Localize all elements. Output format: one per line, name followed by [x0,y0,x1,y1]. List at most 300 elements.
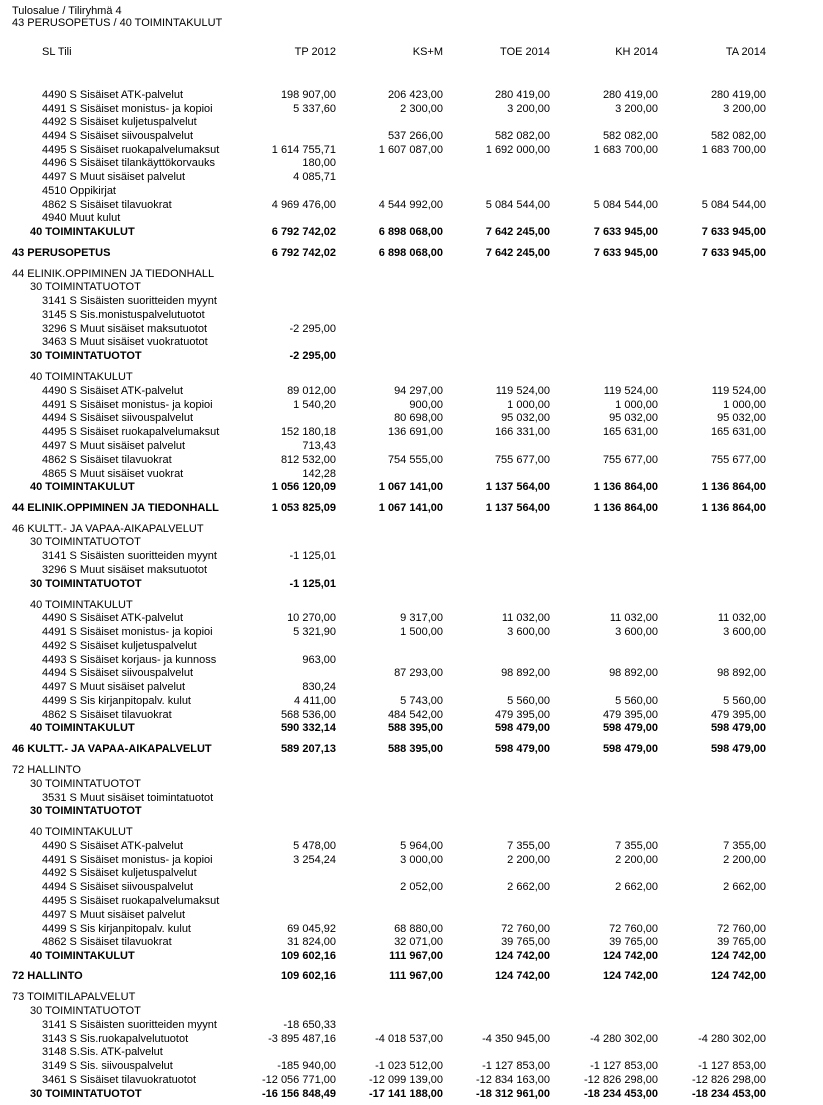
cell-ksm: 5 743,00 [400,695,443,707]
cell-ksm: 9 317,00 [400,612,443,624]
table-row [0,322,823,336]
cell-ta2014: 124 742,00 [710,970,766,982]
table-row [0,653,823,667]
cell-toe2014: 479 395,00 [494,709,550,721]
cell-tp2012: 1 540,20 [293,399,336,411]
table-total-row [0,225,823,239]
cell-kh2014: 1 683 700,00 [593,144,658,156]
row-label: 30 TOIMINTATUOTOT [30,1005,141,1017]
row-label: 4490 S Sisäiset ATK-palvelut [42,89,184,101]
row-label: 4494 S Sisäiset siivouspalvelut [42,412,194,424]
cell-kh2014: 7 633 945,00 [593,247,658,259]
cell-toe2014: 95 032,00 [501,412,550,424]
cell-kh2014: -4 280 302,00 [590,1033,658,1045]
column-header-ksm: KS+M [412,46,443,58]
cell-kh2014: -1 127 853,00 [590,1060,658,1072]
table-total-row [0,1087,823,1101]
cell-kh2014: 124 742,00 [602,970,658,982]
cell-ta2014: 1 683 700,00 [701,144,766,156]
cell-ksm: 537 266,00 [387,130,443,142]
cell-toe2014: 598 479,00 [494,743,550,755]
table-total-row [0,501,823,515]
row-label: 3463 S Muut sisäiset vuokratuotot [42,336,208,348]
table-total-row [0,349,823,363]
cell-ta2014: 479 395,00 [710,709,766,721]
cell-ksm: 3 000,00 [400,854,443,866]
row-label: 40 TOIMINTAKULUT [30,826,133,838]
cell-tp2012: -2 295,00 [289,350,336,362]
cell-tp2012: 109 602,16 [280,970,336,982]
table-row [0,880,823,894]
cell-toe2014: 166 331,00 [494,426,550,438]
table-row [0,535,823,549]
table-total-row [0,969,823,983]
row-label: 4491 S Sisäiset monistus- ja kopioi [42,854,213,866]
table-row [0,1004,823,1018]
cell-ta2014: 72 760,00 [717,923,766,935]
cell-tp2012: 5 337,60 [293,103,336,115]
table-row [0,791,823,805]
row-label: 40 TOIMINTAKULUT [30,722,135,734]
table-row [0,184,823,198]
cell-toe2014: 1 137 564,00 [485,481,550,493]
row-label: 3149 S Sis. siivouspalvelut [42,1060,173,1072]
row-label: 30 TOIMINTATUOTOT [30,1088,142,1100]
table-row [0,680,823,694]
cell-ksm: 5 964,00 [400,840,443,852]
row-label: 40 TOIMINTAKULUT [30,950,135,962]
row-label: 3296 S Muut sisäiset maksutuotot [42,564,208,576]
cell-toe2014: 11 032,00 [501,612,550,624]
cell-tp2012: 109 602,16 [280,950,336,962]
cell-ta2014: 7 633 945,00 [701,226,766,238]
row-label: 4862 S Sisäiset tilavuokrat [42,199,172,211]
cell-tp2012: 6 792 742,02 [271,226,336,238]
table-row [0,308,823,322]
report-area-title: Tulosalue / Tiliryhmä 4 [12,5,122,17]
row-label: 3143 S Sis.ruokapalvelutuotot [42,1033,189,1045]
cell-kh2014: 98 892,00 [609,667,658,679]
cell-toe2014: 124 742,00 [494,970,550,982]
table-row [0,666,823,680]
cell-ksm: 484 542,00 [387,709,443,721]
cell-toe2014: 2 662,00 [507,881,550,893]
column-header-ta2014: TA 2014 [725,46,766,58]
cell-tp2012: 1 056 120,09 [271,481,336,493]
row-label: 4495 S Sisäiset ruokapalvelumaksut [42,895,220,907]
table-row [0,170,823,184]
table-row [0,439,823,453]
table-row [0,839,823,853]
cell-tp2012: 713,43 [302,440,336,452]
row-label: 4492 S Sisäiset kuljetuspalvelut [42,116,197,128]
cell-ksm: 6 898 068,00 [378,226,443,238]
cell-ta2014: -1 127 853,00 [698,1060,766,1072]
cell-kh2014: -12 826 298,00 [583,1074,658,1086]
cell-toe2014: 72 760,00 [501,923,550,935]
cell-kh2014: 124 742,00 [602,950,658,962]
row-label: 4490 S Sisäiset ATK-palvelut [42,385,184,397]
cell-kh2014: 39 765,00 [609,936,658,948]
row-label: 30 TOIMINTATUOTOT [30,578,142,590]
table-row [0,370,823,384]
table-row [0,549,823,563]
cell-kh2014: 1 136 864,00 [593,481,658,493]
cell-toe2014: -12 834 163,00 [475,1074,550,1086]
cell-ta2014: -18 234 453,00 [691,1088,766,1100]
cell-kh2014: 72 760,00 [609,923,658,935]
cell-toe2014: 39 765,00 [501,936,550,948]
cell-ksm: -4 018 537,00 [375,1033,443,1045]
cell-toe2014: 1 137 564,00 [485,502,550,514]
cell-ksm: 588 395,00 [387,743,443,755]
row-label: 4940 Muut kulut [42,212,121,224]
cell-tp2012: 4 085,71 [293,171,336,183]
cell-ksm: 136 691,00 [387,426,443,438]
cell-kh2014: 598 479,00 [602,743,658,755]
cell-tp2012: -16 156 848,49 [261,1088,336,1100]
report-section-title: 43 PERUSOPETUS / 40 TOIMINTAKULUT [12,17,223,29]
table-row [0,115,823,129]
cell-toe2014: 5 084 544,00 [485,199,550,211]
row-label: 3531 S Muut sisäiset toimintatuotot [42,792,214,804]
cell-ta2014: 3 600,00 [723,626,766,638]
cell-toe2014: 119 524,00 [495,385,550,397]
table-row [0,598,823,612]
cell-ksm: 900,00 [409,399,443,411]
table-total-row [0,721,823,735]
row-label: 4865 S Muut sisäiset vuokrat [42,468,184,480]
table-row [0,908,823,922]
table-row [0,825,823,839]
cell-tp2012: 5 321,90 [293,626,336,638]
cell-ta2014: 3 200,00 [723,103,766,115]
cell-kh2014: 755 677,00 [602,454,658,466]
row-label: 4490 S Sisäiset ATK-palvelut [42,840,184,852]
cell-tp2012: 4 969 476,00 [271,199,336,211]
cell-toe2014: 7 355,00 [507,840,550,852]
column-header-row [0,45,823,59]
row-label: 4495 S Sisäiset ruokapalvelumaksut [42,144,220,156]
table-row [0,294,823,308]
cell-ta2014: 280 419,00 [710,89,766,101]
cell-tp2012: 3 254,24 [293,854,336,866]
cell-ksm: 1 500,00 [400,626,443,638]
cell-kh2014: 1 136 864,00 [593,502,658,514]
row-label: 3145 S Sis.monistuspalvelutuotot [42,309,205,321]
cell-kh2014: 598 479,00 [602,722,658,734]
cell-kh2014: 7 633 945,00 [593,226,658,238]
cell-kh2014: 582 082,00 [602,130,658,142]
cell-toe2014: 5 560,00 [507,695,550,707]
cell-ta2014: 7 633 945,00 [701,247,766,259]
table-row [0,384,823,398]
table-row [0,935,823,949]
cell-ta2014: 582 082,00 [710,130,766,142]
cell-kh2014: 3 200,00 [615,103,658,115]
cell-toe2014: 3 200,00 [507,103,550,115]
cell-toe2014: -18 312 961,00 [475,1088,550,1100]
row-label: 4492 S Sisäiset kuljetuspalvelut [42,640,197,652]
cell-ta2014: 1 000,00 [723,399,766,411]
cell-toe2014: 7 642 245,00 [485,226,550,238]
cell-tp2012: 4 411,00 [293,695,336,707]
cell-ksm: 588 395,00 [387,722,443,734]
row-label: 4494 S Sisäiset siivouspalvelut [42,667,194,679]
cell-ksm: 111 967,00 [389,950,443,962]
row-label: 40 TOIMINTAKULUT [30,599,133,611]
cell-ta2014: 5 084 544,00 [701,199,766,211]
cell-toe2014: -1 127 853,00 [482,1060,550,1072]
table-row [0,467,823,481]
cell-ta2014: -4 280 302,00 [698,1033,766,1045]
cell-tp2012: -1 125,01 [289,578,336,590]
row-label: 30 TOIMINTATUOTOT [30,805,142,817]
cell-kh2014: 7 355,00 [615,840,658,852]
cell-ksm: 111 967,00 [389,970,443,982]
table-row [0,143,823,157]
cell-ksm: 754 555,00 [387,454,443,466]
cell-kh2014: 119 524,00 [603,385,658,397]
cell-tp2012: 10 270,00 [287,612,336,624]
cell-ta2014: 755 677,00 [710,454,766,466]
table-total-row [0,246,823,260]
column-header-toe2014: TOE 2014 [500,46,550,58]
row-label: 3461 S Sisäiset tilavuokratuotot [42,1074,197,1086]
cell-tp2012: 568 536,00 [280,709,336,721]
cell-kh2014: 95 032,00 [609,412,658,424]
cell-kh2014: 5 560,00 [615,695,658,707]
cell-tp2012: -3 895 487,16 [268,1033,336,1045]
table-row [0,763,823,777]
table-row [0,1059,823,1073]
row-label: 4494 S Sisäiset siivouspalvelut [42,130,194,142]
row-label: 46 KULTT.- JA VAPAA-AIKAPALVELUT [12,743,212,755]
table-row [0,563,823,577]
table-row [0,639,823,653]
table-row [0,335,823,349]
cell-ta2014: 95 032,00 [717,412,766,424]
cell-ksm: 68 880,00 [394,923,443,935]
cell-tp2012: 31 824,00 [287,936,336,948]
cell-tp2012: 152 180,18 [280,426,336,438]
column-header-tp2012: TP 2012 [294,46,336,58]
cell-ta2014: 5 560,00 [723,695,766,707]
cell-toe2014: 7 642 245,00 [485,247,550,259]
cell-ksm: -17 141 188,00 [368,1088,443,1100]
table-row [0,156,823,170]
cell-ksm: 2 300,00 [400,103,443,115]
row-label: 4862 S Sisäiset tilavuokrat [42,936,172,948]
cell-ksm: 2 052,00 [400,881,443,893]
table-row [0,453,823,467]
table-row [0,1045,823,1059]
cell-ksm: 1 067 141,00 [378,502,443,514]
cell-tp2012: 5 478,00 [293,840,336,852]
row-label: 30 TOIMINTATUOTOT [30,350,142,362]
row-label: 4862 S Sisäiset tilavuokrat [42,709,172,721]
cell-toe2014: 98 892,00 [501,667,550,679]
row-label: 4491 S Sisäiset monistus- ja kopioi [42,103,213,115]
cell-ta2014: 7 355,00 [723,840,766,852]
cell-tp2012: 590 332,14 [280,722,336,734]
cell-ksm: 1 067 141,00 [378,481,443,493]
row-label: 4497 S Muut sisäiset palvelut [42,681,186,693]
row-label: 44 ELINIK.OPPIMINEN JA TIEDONHALL [12,502,219,514]
table-row [0,102,823,116]
cell-kh2014: 11 032,00 [609,612,658,624]
cell-tp2012: 89 012,00 [287,385,336,397]
cell-ta2014: 39 765,00 [717,936,766,948]
cell-toe2014: 582 082,00 [494,130,550,142]
table-row [0,866,823,880]
cell-ksm: 4 544 992,00 [378,199,443,211]
cell-toe2014: 2 200,00 [507,854,550,866]
cell-ta2014: 119 524,00 [711,385,766,397]
cell-toe2014: 598 479,00 [494,722,550,734]
cell-tp2012: -2 295,00 [289,323,336,335]
row-label: 3141 S Sisäisten suoritteiden myynt [42,1019,217,1031]
cell-toe2014: 755 677,00 [494,454,550,466]
row-label: 4496 S Sisäiset tilankäyttökorvauks [42,157,216,169]
cell-ta2014: 11 032,00 [717,612,766,624]
row-label: 4497 S Muut sisäiset palvelut [42,440,186,452]
cell-tp2012: -12 056 771,00 [261,1074,336,1086]
table-total-row [0,742,823,756]
row-label: 30 TOIMINTATUOTOT [30,778,141,790]
table-row [0,425,823,439]
cell-tp2012: 198 907,00 [280,89,336,101]
cell-ksm: 206 423,00 [387,89,443,101]
row-label: 4491 S Sisäiset monistus- ja kopioi [42,626,213,638]
cell-tp2012: 1 053 825,09 [271,502,336,514]
cell-tp2012: 6 792 742,02 [271,247,336,259]
cell-kh2014: 479 395,00 [602,709,658,721]
cell-tp2012: 142,28 [302,468,336,480]
row-label: 4493 S Sisäiset korjaus- ja kunnoss [42,654,217,666]
table-row [0,1073,823,1087]
row-label: 4497 S Muut sisäiset palvelut [42,171,186,183]
cell-kh2014: -18 234 453,00 [583,1088,658,1100]
table-row [0,129,823,143]
cell-ta2014: 2 200,00 [723,854,766,866]
table-row [0,894,823,908]
cell-tp2012: -18 650,33 [283,1019,336,1031]
cell-tp2012: 69 045,92 [287,923,336,935]
row-label: 4497 S Muut sisäiset palvelut [42,909,186,921]
cell-ksm: 32 071,00 [394,936,443,948]
cell-ta2014: 1 136 864,00 [701,502,766,514]
cell-ksm: -12 099 139,00 [368,1074,443,1086]
cell-ta2014: 598 479,00 [710,722,766,734]
table-row [0,398,823,412]
cell-ksm: -1 023 512,00 [375,1060,443,1072]
row-label: 30 TOIMINTATUOTOT [30,536,141,548]
row-label: 40 TOIMINTAKULUT [30,481,135,493]
cell-kh2014: 165 631,00 [602,426,658,438]
table-row [0,708,823,722]
row-label: 44 ELINIK.OPPIMINEN JA TIEDONHALL [12,268,215,280]
table-row [0,267,823,281]
cell-tp2012: 1 614 755,71 [271,144,336,156]
cell-ta2014: 2 662,00 [723,881,766,893]
cell-kh2014: 1 000,00 [615,399,658,411]
table-row [0,922,823,936]
row-label: 3141 S Sisäisten suoritteiden myynt [42,550,217,562]
table-row [0,522,823,536]
cell-kh2014: 5 084 544,00 [593,199,658,211]
row-label: 3296 S Muut sisäiset maksutuotot [42,323,208,335]
table-row [0,990,823,1004]
row-label: 4495 S Sisäiset ruokapalvelumaksut [42,426,220,438]
row-label: 4491 S Sisäiset monistus- ja kopioi [42,399,213,411]
table-row [0,853,823,867]
cell-ta2014: 124 742,00 [710,950,766,962]
table-row [0,88,823,102]
row-label: 4499 S Sis kirjanpitopalv. kulut [42,695,191,707]
cell-kh2014: 2 200,00 [615,854,658,866]
table-row [0,211,823,225]
cell-kh2014: 3 600,00 [615,626,658,638]
cell-ksm: 87 293,00 [394,667,443,679]
row-label: 3141 S Sisäisten suoritteiden myynt [42,295,217,307]
table-row [0,777,823,791]
table-row [0,198,823,212]
cell-tp2012: -185 940,00 [277,1060,336,1072]
cell-ksm: 80 698,00 [394,412,443,424]
table-row [0,1032,823,1046]
row-label: 73 TOIMITILAPALVELUT [12,991,136,1003]
cell-tp2012: 812 532,00 [280,454,336,466]
row-label: 4862 S Sisäiset tilavuokrat [42,454,172,466]
cell-ta2014: 1 136 864,00 [701,481,766,493]
column-header-kh2014: KH 2014 [615,46,658,58]
row-label: 3148 S.Sis. ATK-palvelut [42,1046,163,1058]
table-total-row [0,804,823,818]
row-label: 72 HALLINTO [12,764,81,776]
cell-ksm: 1 607 087,00 [378,144,443,156]
cell-kh2014: 2 662,00 [615,881,658,893]
cell-tp2012: -1 125,01 [289,550,336,562]
cell-tp2012: 180,00 [302,157,336,169]
row-label: 4494 S Sisäiset siivouspalvelut [42,881,194,893]
table-row [0,611,823,625]
row-label: 40 TOIMINTAKULUT [30,226,135,238]
row-label: 4510 Oppikirjat [42,185,116,197]
table-row [0,625,823,639]
table-row [0,280,823,294]
cell-tp2012: 963,00 [302,654,336,666]
table-total-row [0,949,823,963]
cell-ta2014: 598 479,00 [710,743,766,755]
column-header-account: SL Tili [42,46,72,58]
row-label: 43 PERUSOPETUS [12,247,111,259]
table-row [0,411,823,425]
cell-toe2014: 1 692 000,00 [485,144,550,156]
row-label: 40 TOIMINTAKULUT [30,371,133,383]
cell-ta2014: 165 631,00 [710,426,766,438]
cell-toe2014: 1 000,00 [507,399,550,411]
cell-tp2012: 589 207,13 [280,743,336,755]
row-label: 30 TOIMINTATUOTOT [30,281,141,293]
cell-tp2012: 830,24 [302,681,336,693]
cell-toe2014: 3 600,00 [507,626,550,638]
row-label: 4490 S Sisäiset ATK-palvelut [42,612,184,624]
row-label: 72 HALLINTO [12,970,83,982]
cell-kh2014: 280 419,00 [602,89,658,101]
table-total-row [0,480,823,494]
cell-toe2014: 124 742,00 [494,950,550,962]
